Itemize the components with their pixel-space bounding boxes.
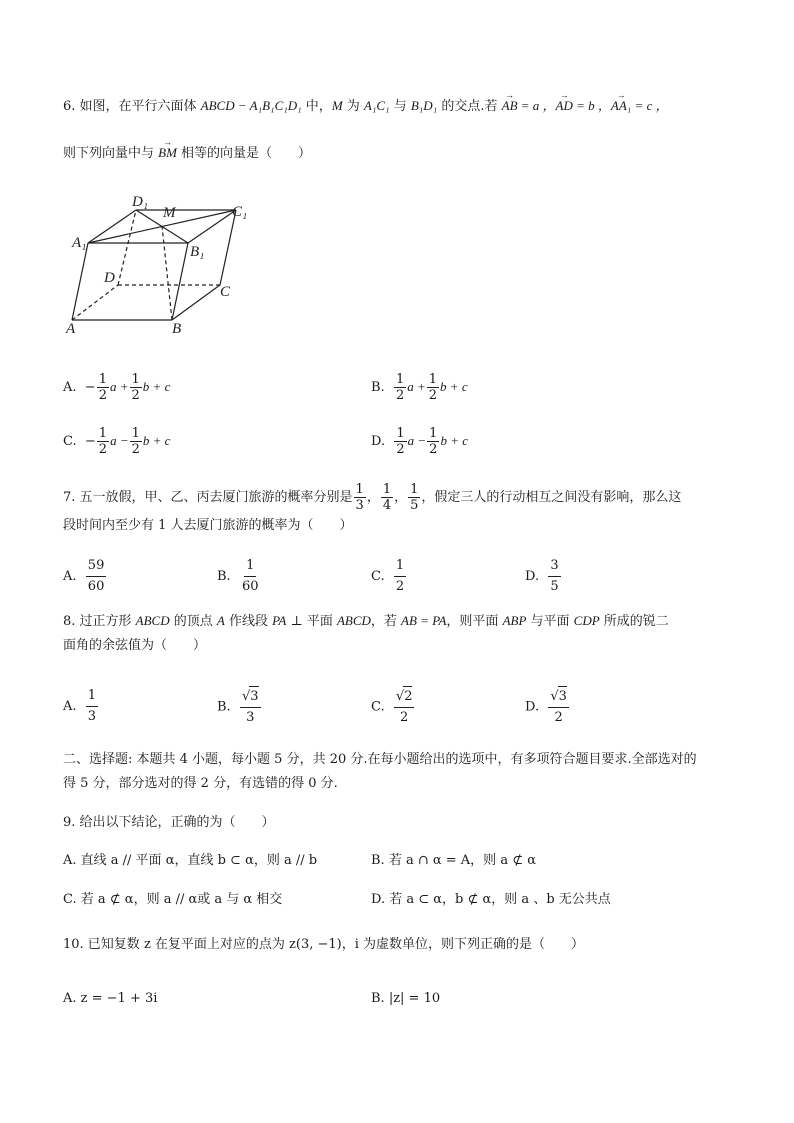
q9-option-b[interactable]: B. 若 a ∩ α = A，则 a ⊄ α	[371, 853, 537, 868]
label-b1: B₁	[190, 244, 205, 260]
q7-option-a[interactable]: A. $\frac{59}{60}$	[63, 558, 105, 594]
q7-stem-line1: 7. 五一放假，甲、乙、丙去厦门旅游的概率分别是 $\frac{1}{3}$ ， $\frac{1}{4}$ ， $\frac{1}{5}$ ，假定三人的行动相互之间没有影响，那么这	[63, 482, 682, 513]
q9-stem: 9. 给出以下结论，正确的为（ ）	[63, 815, 275, 830]
section2-line2: 得 5 分，部分选对的得 2 分，有选错的得 0 分.	[63, 776, 338, 791]
q6-option-a[interactable]: A. − $\frac{1}{2}$ a + $\frac{1}{2}$ b + c	[63, 372, 171, 403]
q7-option-b[interactable]: B. $\frac{1}{60}$	[217, 558, 259, 594]
label-c1: C₁	[232, 204, 248, 220]
q7-option-c[interactable]: C. $\frac{1}{2}$	[371, 558, 405, 594]
q8-stem-line2: 面角的余弦值为（ ）	[63, 638, 207, 653]
q10-stem: 10. 已知复数 z 在复平面上对应的点为 z(3, −1)，i 为虚数单位，则下列正确的是（ ）	[63, 937, 585, 952]
label-m: M	[163, 205, 176, 221]
label-d1: D₁	[132, 194, 149, 210]
q8-option-b[interactable]: B. $\frac{√3}{3}$	[217, 686, 262, 728]
q6-stem-line2: 则下列向量中与 → BM 相等的向量是（ ）	[63, 143, 311, 164]
vector-aa1: → AA₁	[611, 96, 631, 116]
label-c: C	[220, 284, 231, 300]
vector-ad: → AD	[556, 96, 573, 116]
q8-stem-line1: 8. 过正方形 ABCD 的顶点 A 作线段 PA ⊥ 平面 ABCD，若 AB = PA，则平面 ABP 与平面 CDP 所成的锐二	[63, 613, 669, 629]
solid-name: ABCD − A₁B₁C₁D₁	[200, 98, 302, 113]
label-d: D	[104, 270, 115, 286]
q9-option-a[interactable]: A. 直线 a // 平面 α，直线 b ⊂ α，则 a // b	[63, 853, 318, 868]
q6-option-b[interactable]: B. $\frac{1}{2}$ a + $\frac{1}{2}$ b + c	[371, 372, 468, 403]
label-b: B	[172, 321, 182, 337]
q8-option-a[interactable]: A. $\frac{1}{3}$	[63, 688, 97, 724]
label-a: A	[66, 321, 76, 337]
q8-option-d[interactable]: D. $\frac{√3}{2}$	[525, 686, 570, 728]
q10-option-a[interactable]: A. z = −1 + 3i	[63, 991, 158, 1006]
q9-option-d[interactable]: D. 若 a ⊂ α，b ⊄ α，则 a 、b 无公共点	[371, 892, 611, 907]
parallelepiped-figure	[60, 190, 270, 340]
q9-option-c[interactable]: C. 若 a ⊄ α，则 a // α或 a 与 α 相交	[63, 892, 283, 907]
q7-option-d[interactable]: D. $\frac{3}{5}$	[525, 558, 559, 594]
vector-bm: → BM	[158, 143, 177, 163]
section2-line1: 二、选择题: 本题共 4 小题，每小题 5 分，共 20 分.在每小题给出的选项中，有多项符合题目要求.全部选对的	[63, 752, 697, 767]
q6-option-d[interactable]: D. $\frac{1}{2}$ a − $\frac{1}{2}$ b + c	[371, 426, 468, 457]
q7-stem-line2: 段时间内至少有 1 人去厦门旅游的概率为（ ）	[63, 518, 353, 533]
q8-option-c[interactable]: C. $\frac{√2}{2}$	[371, 686, 415, 728]
q6-stem-line1: 6. 如图，在平行六面体 ABCD − A₁B₁C₁D₁ 中，M 为 A₁C₁ 与 B₁D₁ 的交点.若 → AB = a ，→ AD = b ，→ AA₁ = c ，	[63, 96, 669, 117]
q6-option-c[interactable]: C. − $\frac{1}{2}$ a − $\frac{1}{2}$ b + c	[63, 426, 171, 457]
q10-option-b[interactable]: B. |z| = 10	[371, 991, 441, 1006]
vector-ab: → AB	[502, 96, 518, 116]
label-a1: A₁	[72, 235, 87, 251]
